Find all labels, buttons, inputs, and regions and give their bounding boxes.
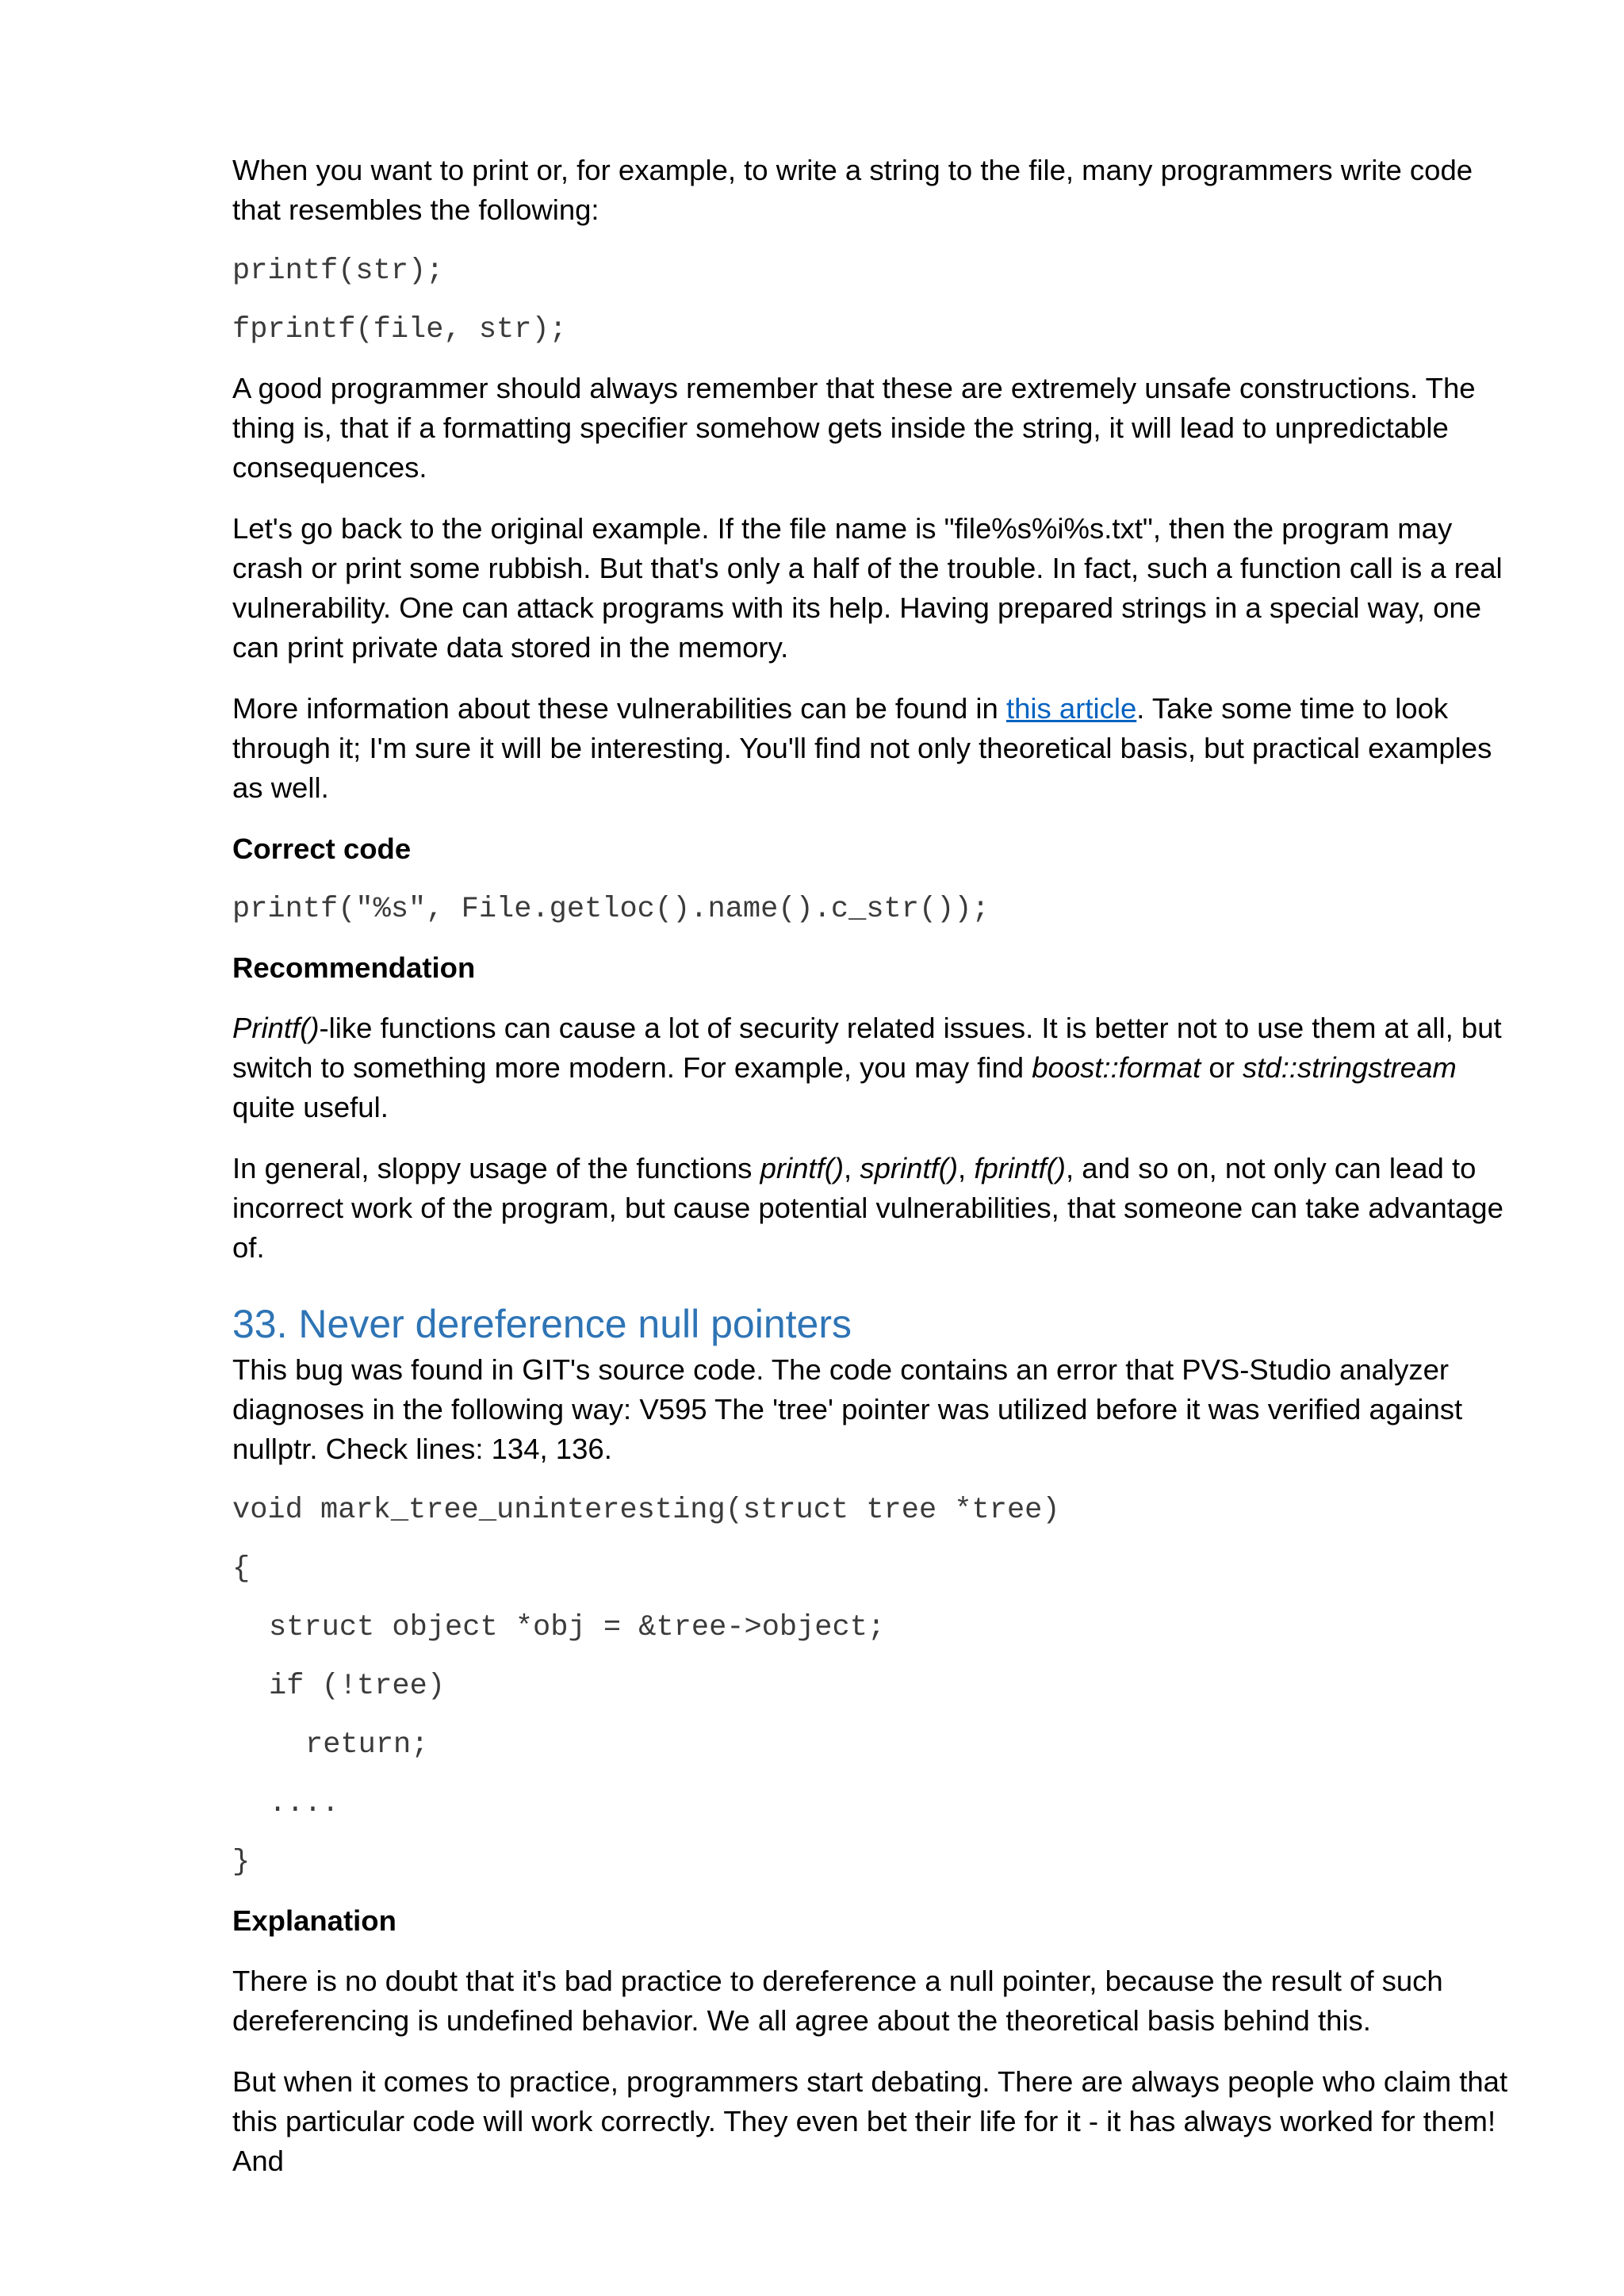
- code-printf-str: printf(str);: [232, 254, 444, 288]
- code-correct: printf("%s", File.getloc().name().c_str());: [232, 893, 990, 926]
- gen-sprintf: sprintf(): [860, 1152, 959, 1184]
- rec-printf: Printf(): [232, 1012, 320, 1044]
- heading-explanation: Explanation: [232, 1904, 396, 1937]
- rec-text-1: -like functions can cause a lot of security related issues. It is better not to use them at all, but switch to something more modern. For example, you may find: [232, 1012, 1502, 1084]
- paragraph-practice: But when it comes to practice, programmers start debating. There are always people who claim that this particular code will work correctly. They even bet their life for it - it has always worked for them! And: [232, 2065, 1508, 2177]
- code-line-if: if (!tree): [269, 1670, 446, 1703]
- rec-text-2: or: [1201, 1051, 1243, 1084]
- paragraph-unsafe: A good programmer should always remember that these are extremely unsafe constructions. The thing is, that if a formatting specifier somehow gets inside the string, it will lead to unpredictable consequences.: [232, 372, 1476, 484]
- paragraph-original-example: Let's go back to the original example. If the file name is "file%s%i%s.txt", then the program may crash or print some rubbish. But that's only a half of the trouble. In fact, such a function call is a real vulnerability. One can attack programs with its help. Having prepared strings in a special way, one can print private data stored in the memory.: [232, 512, 1503, 664]
- gen-fprintf: fprintf(): [974, 1152, 1066, 1184]
- code-line-ellipsis: ....: [269, 1787, 339, 1820]
- this-article-link[interactable]: this article: [1005, 692, 1137, 725]
- code-line-obj: struct object *obj = &tree->object;: [269, 1611, 886, 1644]
- code-line-close-brace: }: [232, 1846, 251, 1879]
- gen-text-4: , and so on, not only can lead to incorrect work of the program, but cause potential vulnerabilities, that someone can take advantage of.: [232, 1152, 1503, 1264]
- section-heading: 33. Never dereference null pointers: [232, 1302, 852, 1346]
- code-line-return: return;: [305, 1728, 429, 1762]
- document-page: [232, 151, 1517, 2202]
- rec-stringstream: std::stringstream: [1243, 1051, 1457, 1084]
- gen-text-2: ,: [844, 1152, 860, 1184]
- paragraph-recommendation: [232, 1008, 1517, 1127]
- rec-text-3: quite useful.: [232, 1091, 389, 1123]
- code-line-signature: void mark_tree_uninteresting(struct tree *tree): [232, 1494, 1060, 1527]
- code-fprintf-file-str: fprintf(file, str);: [232, 313, 567, 346]
- rec-boost-format: boost::format: [1032, 1051, 1201, 1084]
- gen-printf: printf(): [760, 1152, 845, 1184]
- gen-text-1: In general, sloppy usage of the functions: [232, 1152, 760, 1184]
- more-info-before: More information about these vulnerabilities can be found in: [232, 692, 1006, 725]
- gen-text-3: ,: [958, 1152, 975, 1184]
- heading-recommendation: Recommendation: [232, 951, 476, 984]
- heading-correct-code: Correct code: [232, 832, 412, 865]
- paragraph-intro: When you want to print or, for example, to write a string to the file, many programmers write code that resembles the following:: [232, 154, 1473, 226]
- code-line-open-brace: {: [232, 1552, 251, 1586]
- paragraph-more-info: [232, 689, 1517, 808]
- paragraph-undefined-behavior: There is no doubt that it's bad practice to dereference a null pointer, because the result of such dereferencing is undefined behavior. We all agree about the theoretical basis behind this.: [232, 1965, 1443, 2037]
- paragraph-general: [232, 1149, 1517, 1268]
- more-info-after: . Take some time to look through it; I'm sure it will be interesting. You'll find not only theoretical basis, but practical examples as well.: [232, 692, 1492, 804]
- paragraph-git-bug: This bug was found in GIT's source code. The code contains an error that PVS-Studio analyzer diagnoses in the following way: V595 The 'tree' pointer was utilized before it was verified against nullptr. Check lines: 134, 136.: [232, 1353, 1463, 1465]
